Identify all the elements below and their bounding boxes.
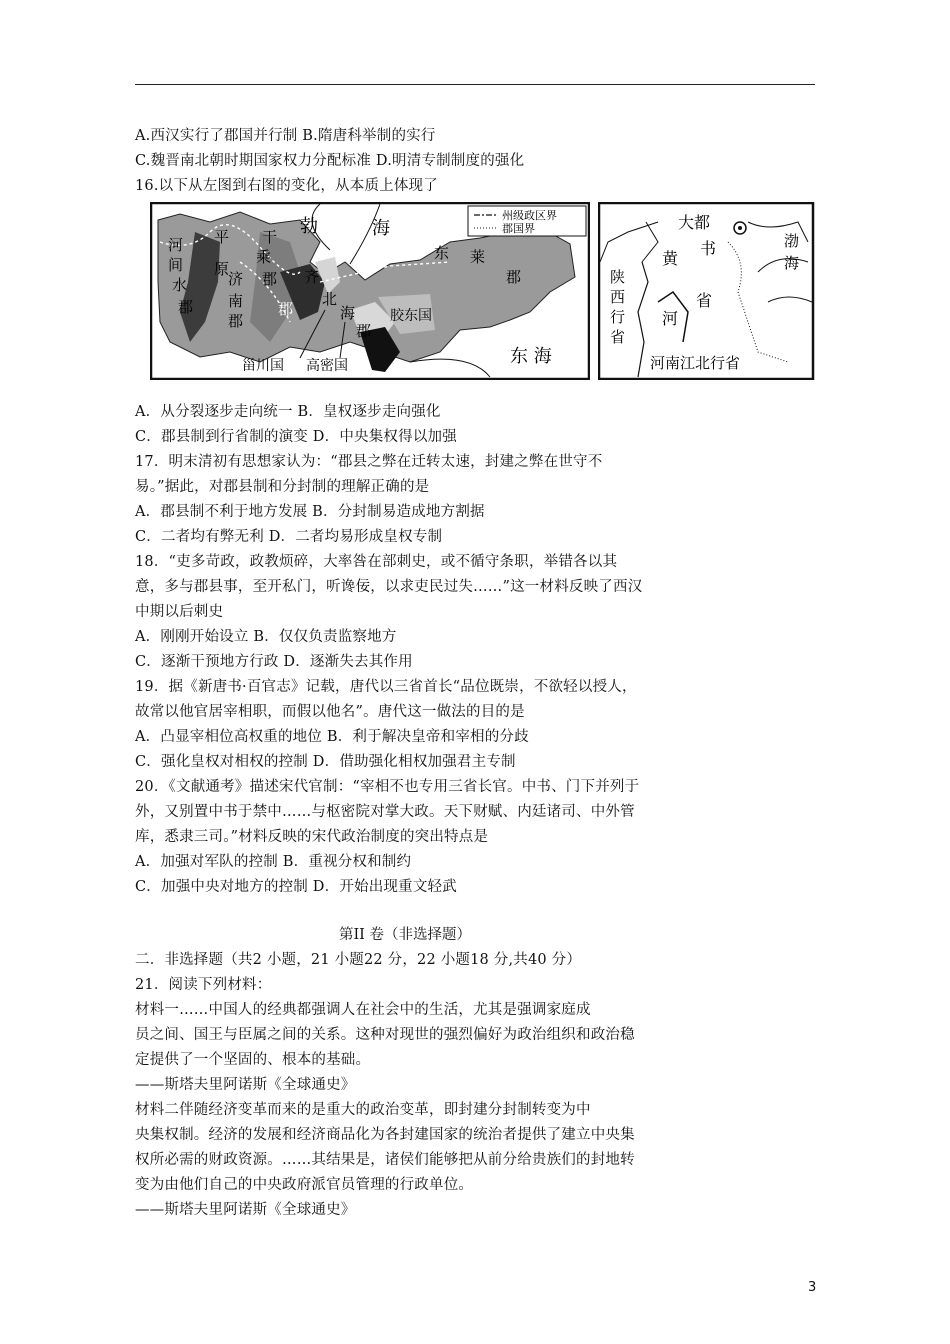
material-line: 材料一……中国人的经典都强调人在社会中的生活，尤其是强调家庭成 — [135, 1002, 591, 1018]
text-line: 外，又别置中书于禁中……与枢密院对掌大政。天下财赋、内廷诸司、中外管 — [135, 804, 635, 820]
map-label: 干 — [262, 228, 278, 246]
map-label: 书 — [700, 239, 717, 258]
option-line: A．从分裂逐步走向统一 B．皇权逐步走向强化 — [135, 404, 441, 420]
map-label: 济 — [228, 270, 244, 288]
option-line: A．加强对军队的控制 B．重视分权和制约 — [135, 854, 412, 870]
text-line: C.魏晋南北朝时期国家权力分配标准 D.明清专制制度的强化 — [135, 153, 525, 169]
map-label: 水 — [172, 276, 188, 294]
map-label: 海 — [340, 304, 356, 322]
legend-state-border: 州级政区界 — [502, 209, 557, 222]
map-label: 高密国 — [306, 358, 348, 374]
option-line: A．郡县制不利于地方发展 B．分封制易造成地方割据 — [135, 504, 485, 520]
section-instructions: 二．非选择题（共2 小题，21 小题22 分，22 小题18 分,共40 分） — [135, 952, 582, 968]
map-label: 西 — [610, 288, 626, 306]
map-label: 莱 — [470, 248, 486, 266]
legend-commandery-border: 郡国界 — [502, 222, 535, 235]
question-21: 21．阅读下列材料： — [135, 977, 272, 993]
question-20: 20．《文献通考》描述宋代官制：“宰相不也专用三省长官。中书、门下并列于 — [135, 779, 640, 795]
map-label: 黄 — [662, 249, 679, 268]
sea-label: 海 — [784, 254, 800, 272]
text-line: 易。”据此，对郡县制和分封制的理解正确的是 — [135, 479, 430, 495]
map-right-yuan — [598, 202, 816, 384]
text-line: 意，多与郡县事，至开私门，听谗佞，以求吏民过失……”这一材料反映了西汉 — [135, 579, 643, 595]
section-title: 第II 卷（非选择题） — [338, 927, 472, 943]
sea-label: 渤 — [784, 232, 800, 250]
map-label: 平 — [214, 228, 230, 246]
material-line: 变为由他们自己的中央政府派官员管理的行政单位。 — [135, 1177, 474, 1193]
option-line: C．强化皇权对相权的控制 D．借助强化相权加强君主专制 — [135, 754, 516, 770]
material-line: 员之间、国王与臣属之间的关系。这种对现世的强烈偏好为政治组织和政治稳 — [135, 1027, 635, 1043]
sea-label: 勃 — [300, 216, 318, 237]
map-label: 陕 — [610, 268, 626, 286]
map-label: 齐 — [304, 268, 320, 286]
page-number: 3 — [808, 1280, 817, 1295]
question-17: 17．明末清初有思想家认为：“郡县之弊在迁转太速，封建之弊在世守不 — [135, 454, 603, 470]
material-line: 定提供了一个坚固的、根本的基础。 — [135, 1052, 371, 1068]
question-16: 16.以下从左图到右图的变化，从本质上体现了 — [135, 178, 438, 194]
map-label: 间 — [168, 256, 184, 274]
option-line: C．加强中央对地方的控制 D．开始出现重文轻武 — [135, 879, 457, 895]
map-label: 河南江北行省 — [650, 354, 741, 372]
option-line: C．逐渐干预地方行政 D．逐渐失去其作用 — [135, 654, 413, 670]
header-rule — [135, 84, 815, 85]
map-label: 东 — [434, 244, 450, 262]
map-label: 大都 — [678, 213, 711, 232]
map-label: 省 — [696, 291, 713, 310]
map-label: 郡 — [356, 322, 372, 340]
question-19: 19．据《新唐书·百官志》记载，唐代以三省首长“品位既崇，不欲轻以授人， — [135, 679, 637, 695]
option-line: C．二者均有弊无利 D．二者均易形成皇权专制 — [135, 529, 443, 545]
map-label: 郡 — [228, 312, 244, 330]
material-line: 权所必需的财政资源。……其结果是，诸侯们能够把从前分给贵族们的封地转 — [135, 1152, 635, 1168]
map-label: 乘 — [256, 248, 272, 266]
map-label: 郡 — [262, 270, 278, 288]
map-label: 行 — [610, 308, 626, 326]
map-label: 河 — [168, 236, 184, 254]
option-line: A．凸显宰相位高权重的地位 B．利于解决皇帝和宰相的分歧 — [135, 729, 529, 745]
text-line: 库，悉隶三司。”材料反映的宋代政治制度的突出特点是 — [135, 829, 489, 845]
source-citation: ——斯塔夫里阿诺斯《全球通史》 — [135, 1077, 356, 1093]
text-line: 故常以他官居宰相职，而假以他名”。唐代这一做法的目的是 — [135, 704, 525, 720]
material-line: 央集权制。经济的发展和经济商品化为各封建国家的统治者提供了建立中央集 — [135, 1127, 635, 1143]
map-label: 郡 — [506, 268, 522, 286]
map-label: 省 — [610, 328, 626, 346]
material-line: 材料二伴随经济变革而来的是重大的政治变革，即封建分封制转变为中 — [135, 1102, 591, 1118]
option-line: A．刚刚开始设立 B．仅仅负责监察地方 — [135, 629, 397, 645]
map-label: 郡 — [278, 300, 294, 318]
map-label: 北 — [322, 290, 338, 308]
question-18: 18．“吏多苛政，政教烦碎，大率咎在部刺史，或不循守条职，举错各以其 — [135, 554, 618, 570]
map-label: 甾川国 — [242, 358, 284, 374]
option-line: C．郡县制到行省制的演变 D．中央集权得以加强 — [135, 429, 457, 445]
map-label: 胶东国 — [390, 308, 432, 324]
map-label: 原 — [214, 260, 230, 278]
map-label: 南 — [228, 292, 244, 310]
map-left-han — [150, 202, 590, 384]
text-line: 中期以后刺史 — [135, 604, 224, 620]
source-citation: ——斯塔夫里阿诺斯《全球通史》 — [135, 1202, 356, 1218]
map-label: 郡 — [178, 298, 194, 316]
map-label: 河 — [662, 309, 679, 328]
sea-label: 东 海 — [510, 346, 552, 367]
text-line: A.西汉实行了郡国并行制 B.隋唐科举制的实行 — [135, 128, 436, 144]
sea-label: 海 — [372, 218, 390, 239]
